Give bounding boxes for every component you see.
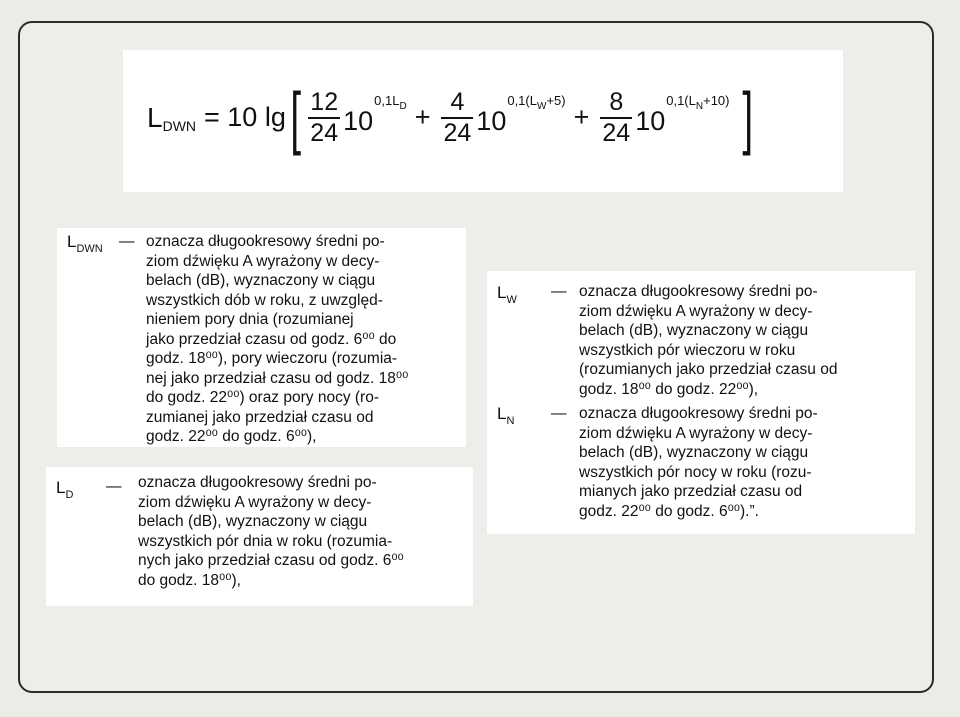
definition-line: oznacza długookresowy średni po- <box>579 405 818 422</box>
definition-line: belach (dB), wyznaczony w ciągu <box>138 513 368 530</box>
definition-ldwn-text <box>146 232 454 447</box>
definition-ld-text <box>138 473 458 590</box>
left-bracket: [ <box>290 78 301 156</box>
definition-line: wszystkich pór wieczoru w roku <box>579 341 796 359</box>
power-night <box>635 93 730 136</box>
fraction-evening <box>441 87 473 147</box>
formula-lhs-symbol: L <box>147 101 163 133</box>
definition-line: mianych jako przedział czasu od <box>579 483 803 500</box>
term-ld: $L_D$ <box>56 478 74 501</box>
definition-line: oznacza długookresowy średni po- <box>146 233 385 250</box>
definition-line: godz. 22⁰⁰ do godz. 6⁰⁰).”. <box>579 502 759 520</box>
definition-line: belach (dB), wyznaczony w ciągu <box>579 444 809 461</box>
power-night-base: 10 <box>635 106 666 136</box>
definition-line: oznacza długookresowy średni po- <box>579 283 818 300</box>
definition-line: godz. 18⁰⁰), pory wieczoru (rozumia- <box>146 350 398 367</box>
definition-line: nieniem pory dnia (rozumianej <box>146 311 354 328</box>
fraction-night-denominator: 24 <box>602 118 631 147</box>
plus-sign: + <box>573 102 590 132</box>
definition-line: godz. 18⁰⁰ do godz. 22⁰⁰), <box>579 380 759 398</box>
definition-line: jako przedział czasu od godz. 6⁰⁰ do <box>146 330 397 348</box>
ldwn-formula <box>147 78 757 156</box>
definition-line: ziom dźwięku A wyrażony w decy- <box>146 252 380 270</box>
fraction-day <box>308 87 340 147</box>
definition-ln-text <box>579 404 897 521</box>
fraction-night-numerator: 8 <box>609 87 624 116</box>
definition-ldwn-panel <box>57 228 466 447</box>
power-evening <box>476 93 566 136</box>
fraction-day-numerator: 12 <box>310 87 339 116</box>
definition-line: do godz. 18⁰⁰), <box>138 571 241 589</box>
definition-line: belach (dB), wyznaczony w ciągu <box>579 322 809 339</box>
definition-dash: — <box>551 405 567 422</box>
definition-lw-ln-panel <box>487 271 915 534</box>
definition-line: zumianej jako przedział czasu od <box>146 408 374 426</box>
term-ldwn: $L_{DWN}$ <box>67 232 103 255</box>
term-ln: $L_N$ <box>497 404 515 427</box>
fraction-day-denominator: 24 <box>310 118 339 147</box>
term-lw: $L_W$ <box>497 283 517 306</box>
definition-line: wszystkich dób w roku, z uwzględ- <box>146 291 383 309</box>
definition-line: belach (dB), wyznaczony w ciągu <box>146 272 376 289</box>
definition-line: nej jako przedział czasu od godz. 18⁰⁰ <box>146 369 409 387</box>
definition-dash: — <box>119 233 135 250</box>
definition-line: ziom dźwięku A wyrażony w decy- <box>138 493 372 511</box>
definition-line: oznacza długookresowy średni po- <box>138 474 377 491</box>
power-day <box>343 93 407 136</box>
fraction-evening-denominator: 24 <box>443 118 472 147</box>
fraction-evening-numerator: 4 <box>450 87 465 116</box>
plus-sign: + <box>414 102 431 132</box>
definition-line: ziom dźwięku A wyrażony w decy- <box>579 424 813 442</box>
power-day-exponent: $0,1L_D$ <box>374 93 407 112</box>
definition-line: nych jako przedział czasu od godz. 6⁰⁰ <box>138 552 404 569</box>
definition-dash: — <box>551 283 567 300</box>
definition-line: wszystkich pór nocy w roku (rozu- <box>579 463 812 481</box>
definition-line: ziom dźwięku A wyrażony w decy- <box>579 302 813 320</box>
power-evening-exponent: $0,1(L_W+5)$ <box>507 93 566 112</box>
definition-line: wszystkich pór dnia w roku (rozumia- <box>138 532 393 550</box>
definition-line: do godz. 22⁰⁰) oraz pory nocy (ro- <box>146 389 379 406</box>
definition-line: (rozumianych jako przedział czasu od <box>579 361 838 378</box>
definition-ld-panel <box>46 467 473 606</box>
fraction-night <box>600 87 632 147</box>
formula-equals: = 10 lg <box>204 102 286 132</box>
formula-lhs-subscript: DWN <box>162 117 197 134</box>
definition-dash: — <box>106 478 122 495</box>
right-bracket: ] <box>741 78 753 156</box>
formula-panel <box>123 50 843 192</box>
definition-line: godz. 22⁰⁰ do godz. 6⁰⁰), <box>146 428 317 445</box>
power-day-base: 10 <box>343 106 374 136</box>
power-evening-base: 10 <box>476 106 507 136</box>
power-night-exponent: $0,1(L_N+10)$ <box>666 93 730 112</box>
definition-lw-text <box>579 282 897 399</box>
